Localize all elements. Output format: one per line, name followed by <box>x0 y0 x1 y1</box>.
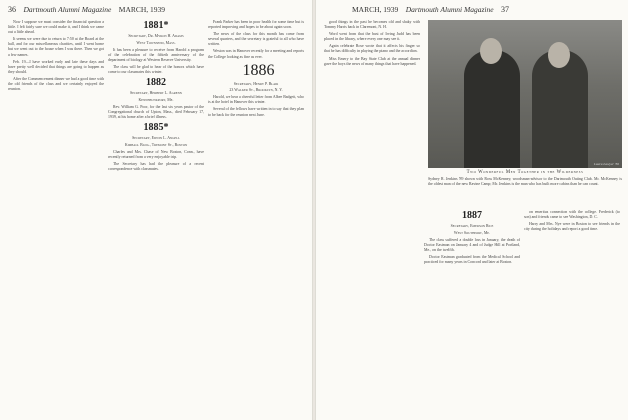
paragraph: Harold, we hear a cheerful letter from Albee Badgett, who is at the hotel in Hanover this winter. <box>208 95 304 105</box>
right-column-2 <box>424 210 520 418</box>
paragraph: on emeritus connection with the college. Frederick (to son) and friends came to see Washington, D. C. <box>524 210 620 220</box>
paragraph: It has been a pleasure to receive from Harold a program of the celebration of the fiftieth anniversary of the department of biology at Western Reserve University. <box>108 47 204 62</box>
class-address: Kimball Bldg., Tremont St., Boston <box>124 142 188 147</box>
issue-date: MARCH, 1939 <box>118 5 166 14</box>
class-year-heading: 1887 <box>462 210 482 221</box>
photo-caption: Sydney R. Jenkins '89 shown with Ross McKenney, woodsman-advisor to the Dartmouth Outing Club. Mr. McKenney is the oldest man of the new Ravine Camp; Mr. Jenkins is the man who has built more cabins than he can count. <box>428 177 622 186</box>
paragraph: Several of the fellows have written in to say that they plan to be back for the reunion next June. <box>208 107 304 117</box>
paragraph: Word went from that the bust of Irving Judd has been placed in the library, where every one may see it. <box>324 32 420 42</box>
magazine-title: Dartmouth Alumni Magazine <box>405 5 494 14</box>
class-secretary: Secretary, Edwin L. Angell <box>132 135 180 140</box>
class-secretary: Secretary, Emerson Rice <box>450 224 494 228</box>
magazine-title: Dartmouth Alumni Magazine <box>23 5 112 14</box>
class-secretary: Secretary, Henry P. Blair <box>233 81 279 86</box>
paragraph: Feb. 19—I have worked early and late these days and have pretty well decided that things are going to happen as they should. <box>8 59 104 74</box>
paragraph: After the Commencement dinner we had a good time with the old friends of the class and we certainly enjoyed the reunion. <box>8 76 104 92</box>
paragraph: Rev. William G. Poor, for the last six years pastor of the Congregational church of Upton, Mass., died February 17, 1939, at his home after a brief illness. <box>108 104 204 119</box>
paragraph: The Secretary has had the pleasure of a recent correspondence with classmates. <box>108 161 204 171</box>
photograph <box>428 20 622 168</box>
photo-figure-left <box>464 50 520 168</box>
paragraph: Again celebrate Rose wrote that it affects his finger so that he has difficulty in playing the piano and the accordion. <box>324 44 420 54</box>
right-page <box>316 0 628 420</box>
paragraph: The class will be glad to hear of the honors which have come to our classmates this winter. <box>108 64 204 74</box>
paragraph: Now I suppose we must consider the financial question a little. I felt fairly sure we could make it, and I think we came out a little ahead. <box>8 20 104 35</box>
paragraph: Harry and Mrs. Nye were in Boston to see friends in the city during the holidays and report a good time. <box>524 222 620 232</box>
paragraph: The news of the class for this month has come from several quarters, and the secretary is grateful to all who have written. <box>208 32 304 47</box>
left-column-3 <box>208 20 304 418</box>
paragraph: Charles and Mrs. Chase of New Boston, Conn., have recently returned from a very enjoyable trip. <box>108 149 204 159</box>
paragraph: It seems we were due to return to 7:50 at the Board at the hall, and for our miscellaneous charities, until I went home but we went out to the house when I was there. Then we got a few names. <box>8 37 104 57</box>
paragraph: The class suffered a double loss in January, the death of Doctor Eastman on January 4 and of Judge Hill at Portland, Me., on the twelfth. <box>424 237 520 252</box>
photo-caption-title: Two Wonderful Men Together in the Wilderness <box>466 170 584 175</box>
page-number: 36 <box>8 5 16 14</box>
class-address: Kennebunkport, Me. <box>138 97 174 102</box>
class-address: West Townsend, Mass. <box>136 40 176 45</box>
paragraph: Weston was in Hanover recently for a meeting and reports the College looking as fine as ever. <box>208 49 304 59</box>
issue-date: MARCH, 1939 <box>352 5 399 14</box>
left-page <box>0 0 312 420</box>
paragraph: Frank Parker has been in poor health for some time but is reported improving and hopes to be about again soon. <box>208 20 304 30</box>
photo-head-right <box>548 42 570 68</box>
page-number: 37 <box>501 5 510 14</box>
class-address: West Southport, Me. <box>453 230 491 235</box>
class-address: 23 Walker St., Brooklyn, N. Y. <box>229 88 283 93</box>
class-year-heading: 1881* <box>143 20 169 31</box>
right-column-1 <box>324 20 420 418</box>
class-year-heading-large: 1886 <box>242 61 275 79</box>
class-year-heading: 1885* <box>143 121 169 133</box>
paragraph: Doctor Eastman graduated from the Medical School and practiced for many years in Concord and later at Boston. <box>424 254 520 264</box>
right-running-head <box>352 5 509 14</box>
paragraph: Miss Emery to the Bay State Club at the annual dinner gave the boys the news of many things that have happened. <box>324 56 420 66</box>
class-year-heading: 1882 <box>146 77 166 89</box>
right-column-3 <box>524 210 620 418</box>
class-secretary: Secretary, Herbert L. Agrenn <box>130 91 182 96</box>
paragraph: good things in the past he becomes old and shaky with Tommy Harris back in Claremont, N. H. <box>324 20 420 30</box>
left-column-2 <box>108 20 204 418</box>
photo-credit: Laura Lawyer '36 <box>593 162 619 166</box>
class-secretary: Secretary, Dr. Myron H. Adams <box>128 34 184 38</box>
left-running-head <box>8 5 165 14</box>
left-column-1 <box>8 20 104 418</box>
photo-head-left <box>480 38 502 64</box>
